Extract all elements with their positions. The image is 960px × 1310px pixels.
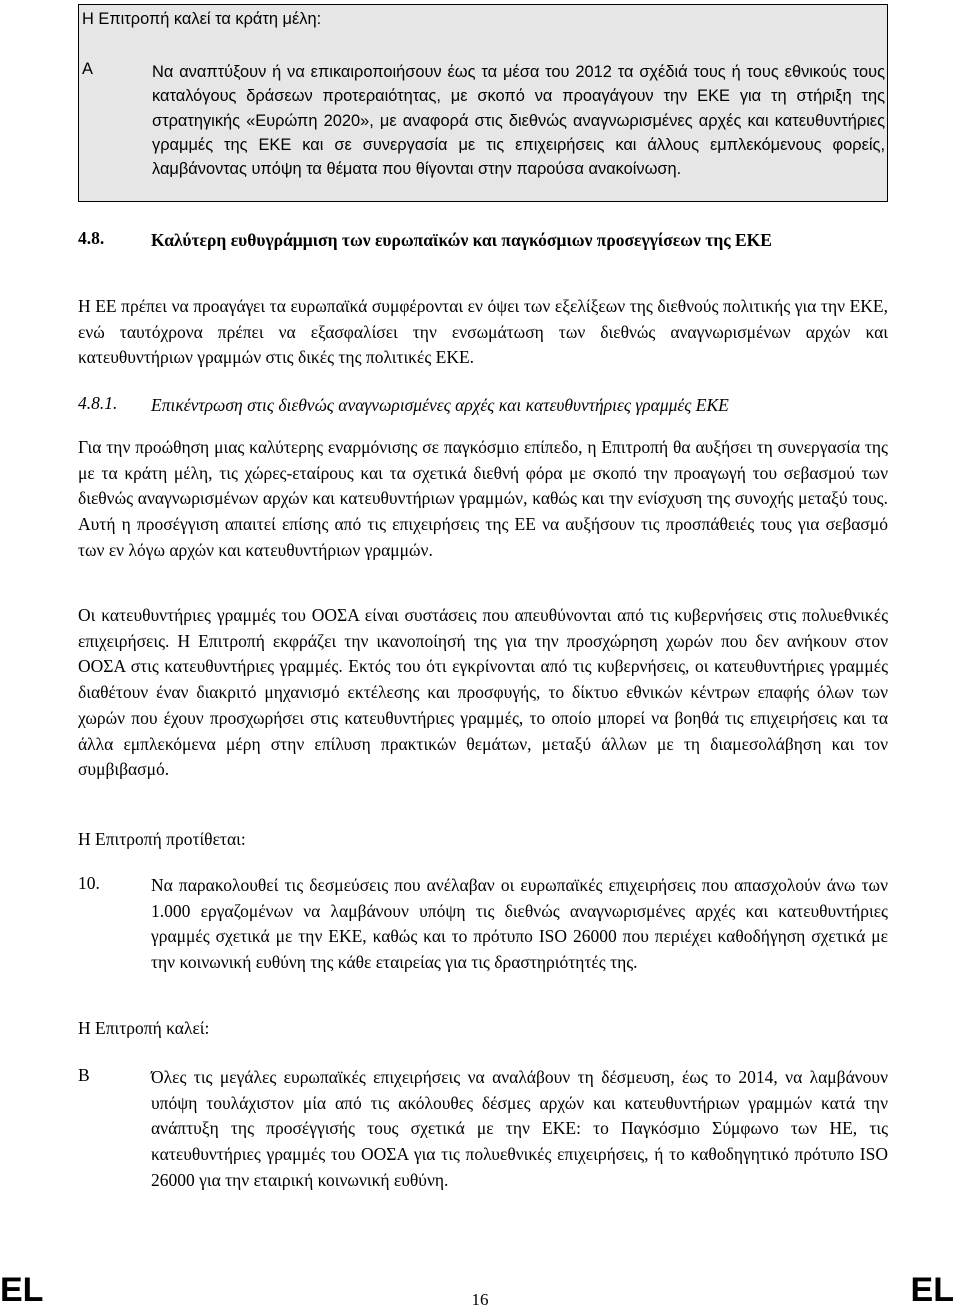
callout-lead: Η Επιτροπή καλεί τα κράτη μέλη: <box>82 10 322 28</box>
footer-language-right: EL <box>910 1271 954 1309</box>
section-title: Καλύτερη ευθυγράμμιση των ευρωπαϊκών και παγκόσμιων προσεγγίσεων της ΕΚΕ <box>151 230 772 250</box>
callout-item-text: Να αναπτύξουν ή να επικαιροποιήσουν έως τα μέσα του 2012 τα σχέδιά τους ή τους εθνικούς τους καταλόγους δράσεων προτεραιότητας, με σκοπό να προαγάγουν την ΕΚΕ για τη στήριξη της στρατηγικής «Ευρώπη 2020», με αναφορά στις διεθνώς αναγνωρισμένες αρχές και κατευθυντήριες γραμμές της ΕΚΕ και σε συνεργασία με τις επιχειρήσεις και άλλους εμπλεκόμενους φορείς, λαμβάνοντας υπόψη τα θέματα που θίγονται στην παρούσα ανακοίνωση. <box>152 63 885 179</box>
callout-item-letter: A <box>82 60 93 78</box>
subsection-title: Επικέντρωση στις διεθνώς αναγνωρισμένες αρχές και κατευθυντήριες γραμμές ΕΚΕ <box>151 395 729 415</box>
page-number: 16 <box>471 1290 489 1309</box>
invites-label: Η Επιτροπή καλεί: <box>78 1018 210 1038</box>
invite-item-text: Όλες τις μεγάλες ευρωπαϊκές επιχειρήσεις να αναλάβουν τη δέσμευση, έως το 2014, να λαμβάνουν υπόψη τουλάχιστον μία από τις ακόλουθες δέσμες αρχών και κατευθυντήριων γραμμών κατά την ανάπτυξη της προσέγγισής τους σχετικά με την ΕΚΕ: το Παγκόσμιο Σύμφωνο των ΗΕ, τις κατευθυντήριες γραμμές του ΟΟΣΑ για τις πολυεθνικές επιχειρήσεις, ή το καθοδηγητικό πρότυπο ISO 26000 για την εταιρική κοινωνική ευθύνη. <box>151 1067 888 1190</box>
section-number: 4.8. <box>78 228 105 248</box>
subsection-paragraph-1: Για την προώθηση μιας καλύτερης εναρμόνισης σε παγκόσμιο επίπεδο, η Επιτροπή θα αυξήσει τη συνεργασία της με τα κράτη μέλη, τις χώρες-εταίρους και τα σχετικά διεθνή φόρα με σκοπό την προαγωγή του σεβασμού των διεθνώς αναγνωρισμένων αρχών και κατευθυντήριων γραμμών, καθώς και την ενίσχυση της συνοχής μεταξύ τους. Αυτή η προσέγγιση απαιτεί επίσης από τις επιχειρήσεις της ΕΕ να αυξήσουν τις προσπάθειές τους για σεβασμό των εν λόγω αρχών και κατευθυντήριων γραμμών. <box>78 437 888 560</box>
callout-box <box>78 4 888 202</box>
commit-item-text: Να παρακολουθεί τις δεσμεύσεις που ανέλαβαν οι ευρωπαϊκές επιχειρήσεις που απασχολούν άνω των 1.000 εργαζομένων να λαμβάνουν υπόψη τις διεθνώς αναγνωρισμένες αρχές και κατευθυντήριες γραμμές σχετικά με την ΕΚΕ, καθώς και το πρότυπο ISO 26000 που περιέχει καθοδήγηση σχετικά με την κοινωνική ευθύνη της κάθε εταιρείας για τις δραστηριότητές της. <box>151 875 888 973</box>
commits-label: Η Επιτροπή προτίθεται: <box>78 829 246 849</box>
subsection-paragraph-2: Οι κατευθυντήριες γραμμές του ΟΟΣΑ είναι συστάσεις που απευθύνονται από τις κυβερνήσεις στις πολυεθνικές επιχειρήσεις. Η Επιτροπή εκφράζει την ικανοποίησή της για την προσχώρηση χωρών που δεν ανήκουν στον ΟΟΣΑ στις κατευθυντήριες γραμμές. Εκτός του ότι εγκρίνονται από τις κυβερνήσεις, οι κατευθυντήριες γραμμές διαθέτουν έναν διακριτό μηχανισμό εκτέλεσης και προσφυγής, το δίκτυο εθνικών κέντρων επαφής όλων των χωρών που έχουν προσχωρήσει στις κατευθυντήριες γραμμές, το οποίο μπορεί να βοηθά τις επιχειρήσεις και τα άλλα εμπλεκόμενα μέρη στην επίλυση πρακτικών θεμάτων, μεταξύ άλλων με τη διαμεσολάβηση και τον συμβιβασμό. <box>78 605 888 780</box>
section-intro: Η ΕΕ πρέπει να προαγάγει τα ευρωπαϊκά συμφέρονται εν όψει των εξελίξεων της διεθνούς πολιτικής για την ΕΚΕ, ενώ ταυτόχρονα πρέπει να εξασφαλίσει την ενσωμάτωση των διεθνώς αναγνωρισμένων αρχών και κατευθυντήριων γραμμών στις δικές της πολιτικές ΕΚΕ. <box>78 296 888 368</box>
footer-language-left: EL <box>0 1271 44 1309</box>
invite-item-letter: B <box>78 1065 90 1085</box>
subsection-number: 4.8.1. <box>78 393 118 413</box>
commit-item-number: 10. <box>78 873 100 893</box>
